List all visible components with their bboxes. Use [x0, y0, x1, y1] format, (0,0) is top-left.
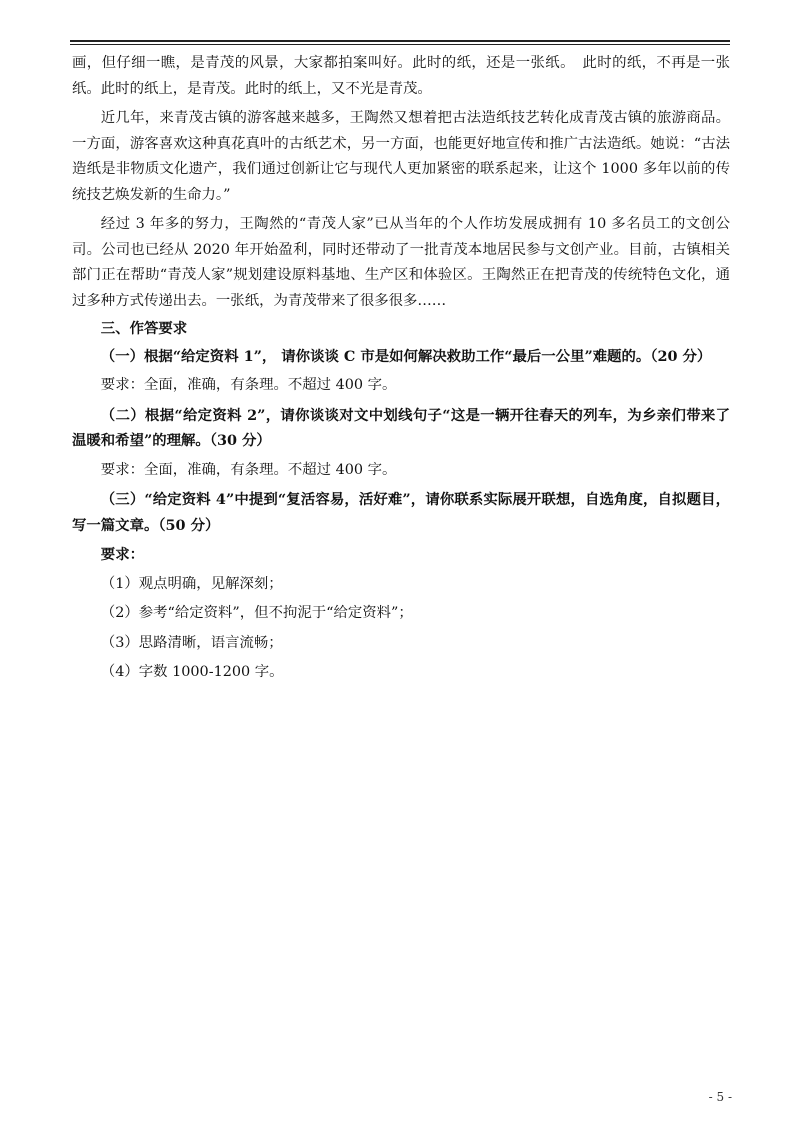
header-rule-thin [70, 44, 730, 45]
question-2-prompt: （二）根据“给定资料 2”，请你谈谈对文中划线句子“这是一辆开往春天的列车，为乡亲们带来了温暖和希望”的理解。（30 分） [72, 406, 730, 449]
essay-requirements-title: 要求： [100, 546, 144, 563]
paragraph-continuation: 画，但仔细一瞧，是青茂的风景，大家都拍案叫好。此时的纸，还是一张纸。 此时的纸，不再是一张纸。此时的纸上，是青茂。此时的纸上，又不光是青茂。 [72, 55, 730, 97]
question-1-requirement: 要求：全面，准确，有条理。不超过 400 字。 [100, 377, 397, 393]
paragraph: 经过 3 年多的努力，王陶然的“青茂人家”已从当年的个人作坊发展成拥有 10 多名员工的文创公司。公司也已经从 2020 年开始盈利，同时还带动了一批青茂本地居民参与文创产业。目前，古镇相关部门正在帮助“青茂人家”规划建设原料基地、生产区和体验区。王陶然正在把青茂的传统特色文化，通过多种方式传递出去。一张纸，为青茂带来了很多很多…… [72, 216, 730, 309]
question-3-prompt: （三）“给定资料 4”中提到“复活容易，活好难”，请你联系实际展开联想，自选角度，自拟题目，写一篇文章。（50 分） [72, 491, 730, 534]
essay-requirement-item: （3）思路清晰，语言流畅； [100, 634, 283, 651]
header-rule-thick [70, 40, 730, 42]
essay-requirement-item: （4）字数 1000-1200 字。 [100, 664, 284, 680]
question-1-prompt: （一）根据“给定资料 1”， 请你谈谈 C 市是如何解决救助工作“最后一公里”难题的。（20 分） [100, 347, 712, 365]
page-number: - 5 - [708, 1090, 732, 1104]
question-2-requirement: 要求：全面，准确，有条理。不超过 400 字。 [100, 461, 397, 478]
essay-requirement-item: （2）参考“给定资料”，但不拘泥于“给定资料”； [100, 605, 413, 621]
document-body [72, 51, 730, 690]
section-heading: 三、作答要求 [100, 320, 188, 337]
paragraph: 近几年，来青茂古镇的游客越来越多，王陶然又想着把古法造纸技艺转化成青茂古镇的旅游商品。一方面，游客喜欢这种真花真叶的古纸艺术，另一方面，也能更好地宣传和推广古法造纸。她说：“古法造纸是非物质文化遗产，我们通过创新让它与现代人更加紧密的联系起来，让这个 1000 多年以前的传统技艺焕发新的生命力。” [72, 110, 730, 203]
essay-requirement-item: （1）观点明确，见解深刻； [100, 575, 283, 592]
